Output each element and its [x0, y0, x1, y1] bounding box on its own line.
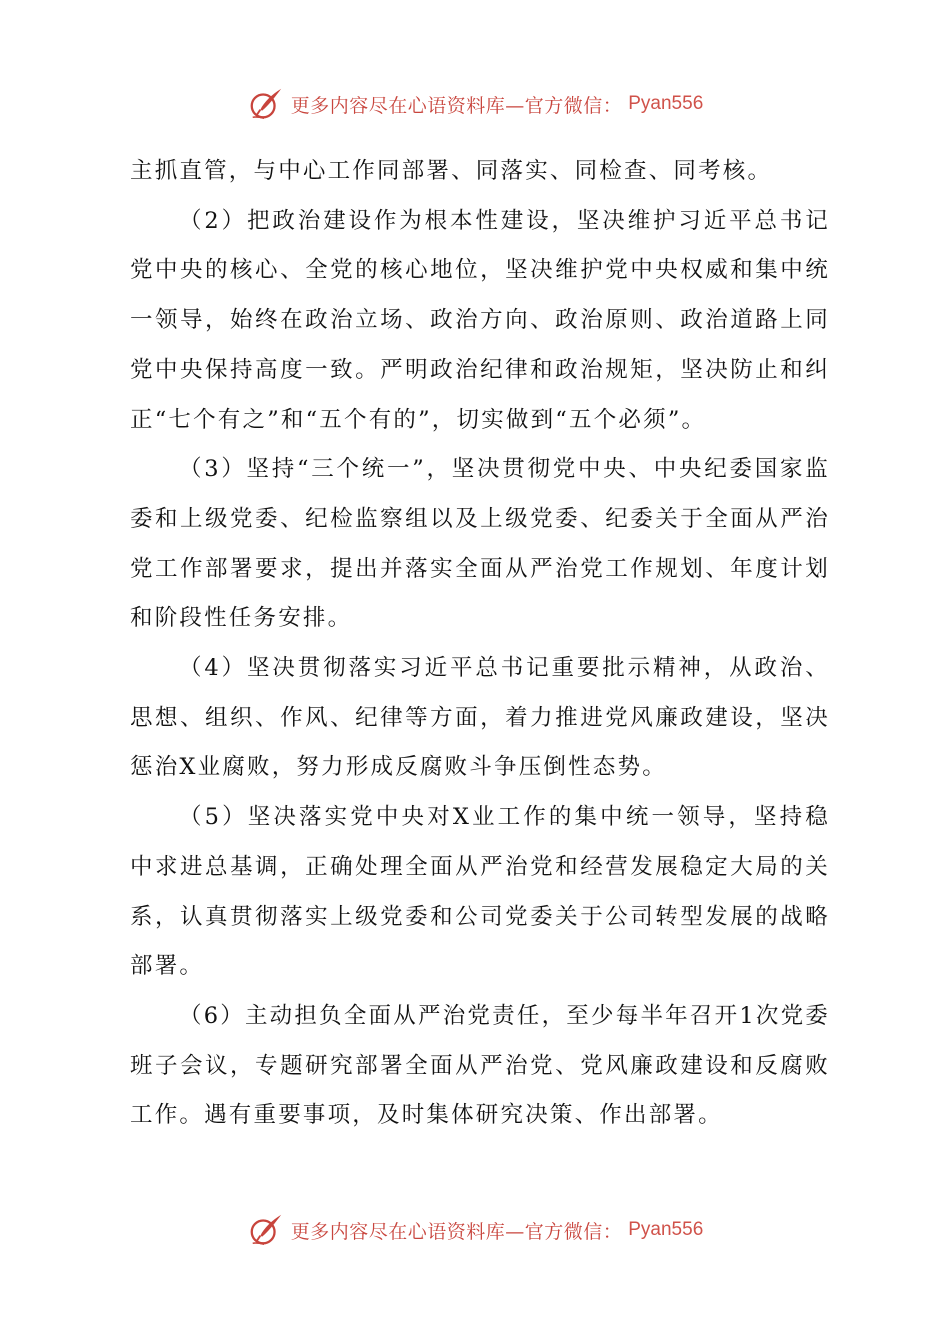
- footer-watermark: [0, 1210, 950, 1250]
- paragraph-item-2: （2）把政治建设作为根本性建设，坚决维护习近平总书记党中央的核心、全党的核心地位，坚决维护党中央权威和集中统一领导，始终在政治立场、政治方向、政治原则、政治道路上同党中央保持高度一致。严明政治纪律和政治规矩，坚决防止和纠正“七个有之”和“五个有的”，切实做到“五个必须”。: [130, 207, 830, 433]
- watermark-text: 更多内容尽在心语资料库—官方微信：: [290, 1220, 623, 1243]
- watermark-wechat-id: Pyan556: [628, 93, 704, 114]
- header-watermark: [0, 84, 950, 124]
- paragraph-item-5: （5）坚决落实党中央对X业工作的集中统一领导，坚持稳中求进总基调，正确处理全面从严治党和经营发展稳定大局的关系，认真贯彻落实上级党委和公司党委关于公司转型发展的战略部署。: [130, 804, 830, 980]
- document-body: [130, 147, 830, 1141]
- quill-logo-icon: [247, 1211, 285, 1249]
- watermark-text: 更多内容尽在心语资料库—官方微信：: [290, 94, 623, 117]
- paragraph-item-3: （3）坚持“三个统一”，坚决贯彻党中央、中央纪委国家监委和上级党委、纪检监察组以及上级党委、纪委关于全面从严治党工作部署要求，提出并落实全面从严治党工作规划、年度计划和阶段性任务安排。: [130, 456, 830, 632]
- watermark-wechat-id: Pyan556: [628, 1219, 704, 1240]
- paragraph-item-6: （6）主动担负全面从严治党责任，至少每半年召开1次党委班子会议，专题研究部署全面从严治党、党风廉政建设和反腐败工作。遇有重要事项，及时集体研究决策、作出部署。: [130, 1002, 830, 1129]
- quill-logo-icon: [247, 85, 285, 123]
- paragraph-item-4: （4）坚决贯彻落实习近平总书记重要批示精神，从政治、思想、组织、作风、纪律等方面，着力推进党风廉政建设，坚决惩治X业腐败，努力形成反腐败斗争压倒性态势。: [130, 655, 830, 781]
- paragraph-continuation: 主抓直管，与中心工作同部署、同落实、同检查、同考核。: [130, 158, 773, 184]
